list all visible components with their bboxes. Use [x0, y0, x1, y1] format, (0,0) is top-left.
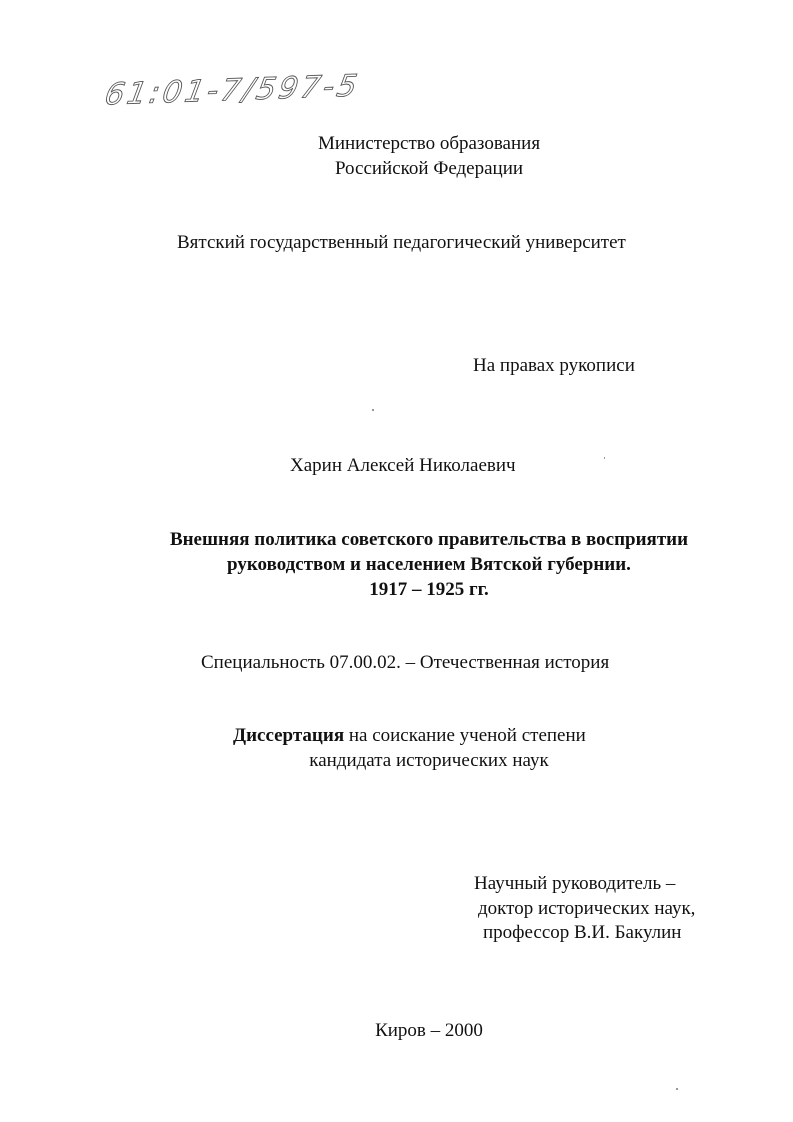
- handwritten-catalog-number: [102, 62, 488, 113]
- dissertation-line-1: [233, 724, 586, 748]
- scan-speck: [676, 1088, 678, 1090]
- university-name: Вятский государственный педагогический университет: [177, 232, 626, 253]
- title-line-2: руководством и населением Вятской губернии.: [227, 554, 631, 575]
- city-year: Киров – 2000: [375, 1020, 483, 1041]
- dissertation-line-2: кандидата исторических наук: [309, 750, 549, 771]
- handwritten-stamp-text: 61:01-7/597-5: [102, 68, 363, 113]
- scan-speck: [604, 457, 605, 459]
- dissertation-purpose: на соискание ученой степени: [344, 725, 586, 746]
- supervisor-line-1: Научный руководитель –: [474, 873, 676, 894]
- specialty: Специальность 07.00.02. – Отечественная история: [201, 652, 610, 673]
- title-years: 1917 – 1925 гг.: [369, 579, 489, 600]
- supervisor-line-3: профессор В.И. Бакулин: [483, 922, 682, 943]
- ministry-line-1: Министерство образования: [317, 133, 541, 154]
- title-line-1: Внешняя политика советского правительства в восприятии: [169, 529, 689, 550]
- supervisor-line-2: доктор исторических наук,: [478, 898, 696, 919]
- ministry-line-2: Российской Федерации: [334, 158, 524, 179]
- author-name: Харин Алексей Николаевич: [290, 455, 516, 476]
- scan-speck: [372, 409, 374, 411]
- dissertation-label: Диссертация: [233, 725, 345, 746]
- manuscript-note: На правах рукописи: [473, 355, 635, 376]
- handwritten-stamp-graphic: [102, 62, 488, 113]
